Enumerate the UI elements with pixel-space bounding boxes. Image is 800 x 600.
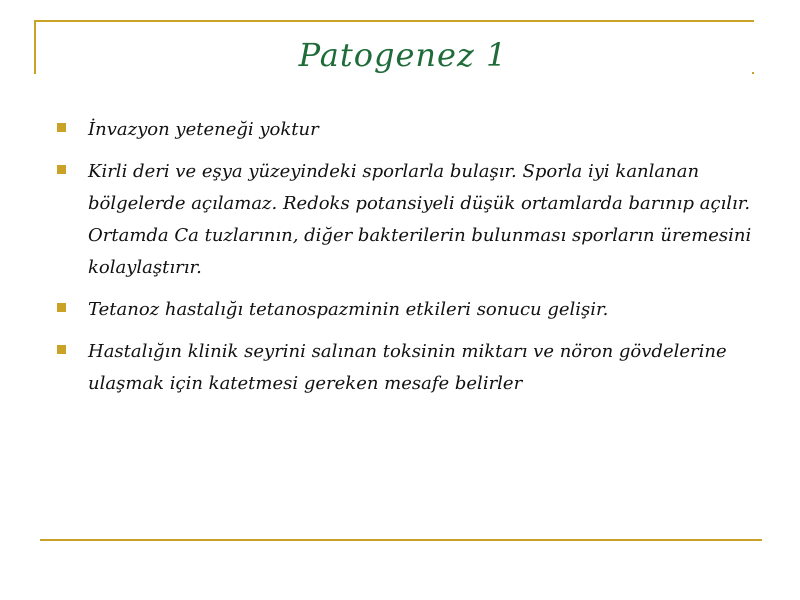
bullet-text: Tetanoz hastalığı tetanospazminin etkileri sonucu gelişir. [88, 299, 609, 320]
bullet-text: İnvazyon yeteneği yoktur [88, 119, 319, 140]
bullet-text: Kirli deri ve eşya yüzeyindeki sporlarla bulaşır. Sporla iyi kanlanan bölgelerde açılamaz. Redoks potansiyeli düşük ortamlarda barınıp açılır. Ortamda Ca tuzlarının, diğer bakterilerin bulunması sporların üremesini kolaylaştırır. [88, 161, 752, 278]
square-bullet-icon [57, 345, 66, 354]
bullet-list [56, 114, 768, 410]
square-bullet-icon [57, 165, 66, 174]
bullet-item [56, 336, 768, 400]
frame-top-line [34, 20, 754, 22]
bullet-text: Hastalığın klinik seyrini salınan toksinin miktarı ve nöron gövdelerine ulaşmak için katetmesi gereken mesafe belirler [88, 341, 727, 394]
slide-title: Patogenez 1 [298, 36, 508, 74]
square-bullet-icon [57, 303, 66, 312]
square-bullet-icon [57, 123, 66, 132]
frame-bottom-line [40, 539, 762, 541]
bullet-item [56, 114, 768, 146]
bullet-item [56, 156, 768, 284]
bullet-item [56, 294, 768, 326]
